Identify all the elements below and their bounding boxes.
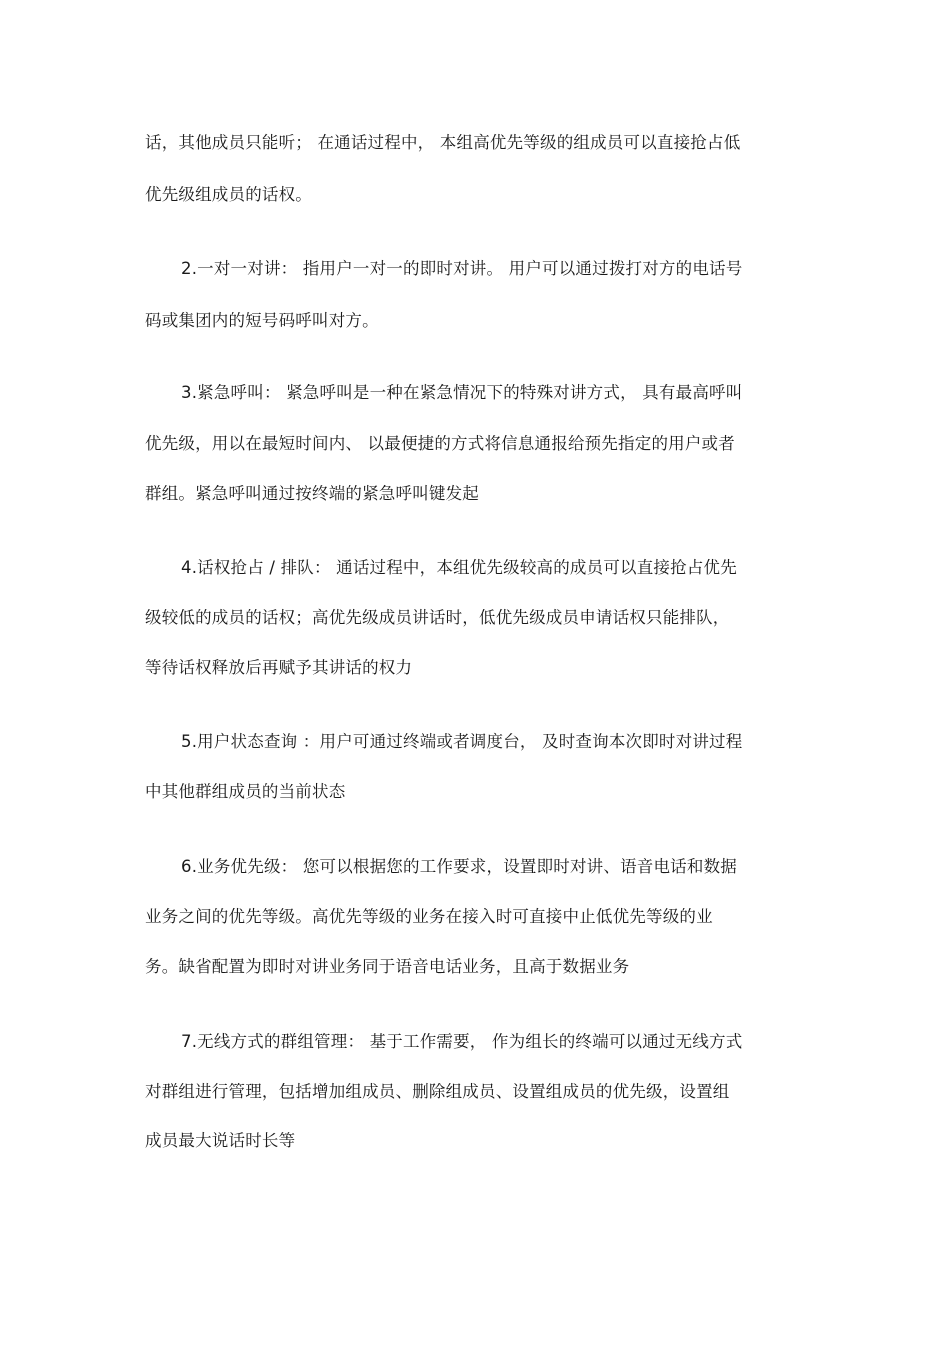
item-7-line-1: 7.无线方式的群组管理： 基于工作需要， 作为组长的终端可以通过无线方式 — [181, 1032, 743, 1051]
item-5-line-1: 5.用户状态查询 ：用户可通过终端或者调度台， 及时查询本次即时对讲过程 — [181, 732, 743, 751]
item-2-line-2: 码或集团内的短号码呼叫对方。 — [145, 311, 379, 330]
item-6-line-3: 务。缺省配置为即时对讲业务同于语音电话业务，且高于数据业务 — [145, 957, 630, 976]
item-4-line-2: 级较低的成员的话权；高优先级成员讲话时，低优先级成员申请话权只能排队， — [145, 608, 730, 627]
intro-line-2: 优先级组成员的话权。 — [145, 185, 312, 204]
item-4-line-3: 等待话权释放后再赋予其讲话的权力 — [145, 658, 413, 677]
item-3-line-3: 群组。紧急呼叫通过按终端的紧急呼叫键发起 — [145, 484, 479, 503]
item-2-line-1: 2.一对一对讲： 指用户一对一的即时对讲。 用户可以通过拨打对方的电话号 — [181, 259, 743, 278]
item-3-line-1: 3.紧急呼叫： 紧急呼叫是一种在紧急情况下的特殊对讲方式， 具有最高呼叫 — [181, 383, 743, 402]
intro-line-1: 话，其他成员只能听； 在通话过程中， 本组高优先等级的组成员可以直接抢占低 — [145, 133, 741, 152]
item-4-line-1: 4.话权抢占 / 排队： 通话过程中，本组优先级较高的成员可以直接抢占优先 — [181, 558, 737, 577]
item-5-line-2: 中其他群组成员的当前状态 — [145, 782, 346, 801]
item-6-line-1: 6.业务优先级： 您可以根据您的工作要求，设置即时对讲、语音电话和数据 — [181, 857, 737, 876]
item-3-line-2: 优先级，用以在最短时间内、 以最便捷的方式将信息通报给预先指定的用户或者 — [145, 434, 735, 453]
item-7-line-3: 成员最大说话时长等 — [145, 1131, 296, 1150]
item-6-line-2: 业务之间的优先等级。高优先等级的业务在接入时可直接中止低优先等级的业 — [145, 907, 713, 926]
item-7-line-2: 对群组进行管理，包括增加组成员、删除组成员、设置组成员的优先级，设置组 — [145, 1082, 730, 1101]
